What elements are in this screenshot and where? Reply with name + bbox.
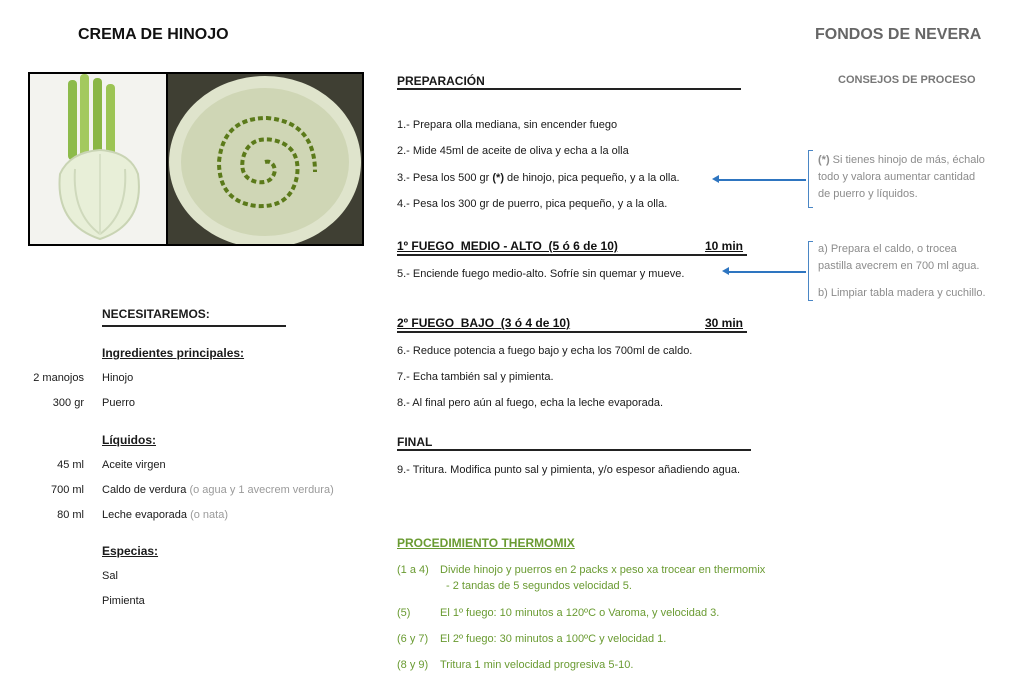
preparation-heading: PREPARACIÓN (397, 74, 485, 88)
ingredient-qty: 2 manojos (33, 372, 84, 384)
thermomix-ref: (1 a 4) (397, 564, 429, 576)
fuego2-rule (397, 331, 747, 333)
recipe-title: CREMA DE HINOJO (78, 26, 229, 43)
ingredient-name: Aceite virgen (102, 459, 166, 471)
ingredient-entry (102, 484, 334, 496)
final-rule (397, 449, 751, 451)
fuego1-time: 10 min (705, 239, 744, 253)
ingredient-name: Puerro (102, 397, 136, 409)
tip2-a-line1: a) Prepara el caldo, o trocea (818, 243, 957, 255)
group-label-liquids: Líquidos: (102, 433, 156, 447)
ingredient-qty: 80 ml (57, 509, 84, 521)
thermomix-ref: (6 y 7) (397, 633, 429, 645)
ingredient-qty: 700 ml (50, 484, 84, 496)
step-2: 2.- Mide 45ml de aceite de oliva y echa a la olla (397, 145, 629, 157)
tip1-mark: (*) (818, 154, 830, 166)
step-3-text: 3.- Pesa los 500 gr (397, 172, 493, 184)
tips-heading: CONSEJOS DE PROCESO (838, 74, 976, 86)
thermomix-text: Divide hinojo y puerros en 2 packs x peso xa trocear en thermomix (440, 564, 766, 576)
tip1-text: Si tienes hinojo de más, échalo (829, 154, 985, 166)
ingredients-heading: NECESITAREMOS: (102, 307, 210, 321)
tip1-line2: todo y valora aumentar cantidad (818, 171, 976, 183)
step-4: 4.- Pesa los 300 gr de puerro, pica pequeño, y a la olla. (397, 198, 668, 210)
fuego1-rule (397, 254, 747, 256)
tip1-line3: de puerro y líquidos. (818, 188, 918, 200)
thermomix-heading: PROCEDIMIENTO THERMOMIX (397, 536, 575, 550)
ingredient-qty: 300 gr (52, 397, 84, 409)
tip1-line1 (818, 152, 985, 169)
step-7: 7.- Echa también sal y pimienta. (397, 371, 554, 383)
step-8: 8.- Al final pero aún al fuego, echa la leche evaporada. (397, 397, 664, 409)
ingredient-name: Pimienta (102, 595, 145, 607)
hero-image-frame (28, 72, 364, 246)
ingredient-entry (102, 509, 228, 521)
tip1-bracket (808, 150, 813, 208)
tip2-a-line2: pastilla avecrem en 700 ml agua. (818, 260, 980, 272)
arrow-left-icon (718, 179, 806, 181)
ingredient-qty: 45 ml (57, 459, 84, 471)
tip2-b: b) Limpiar tabla madera y cuchillo. (818, 287, 986, 299)
ingredient-note: (o agua y 1 avecrem verdura) (189, 484, 334, 496)
ingredient-name: Sal (102, 570, 118, 582)
fuego2-time: 30 min (705, 316, 744, 330)
thermomix-text: El 1º fuego: 10 minutos a 120ºC o Varoma, y velocidad 3. (440, 607, 720, 619)
ingredient-name: Leche evaporada (102, 509, 188, 521)
fuego1-heading: 1º FUEGO MEDIO - ALTO (5 ó 6 de 10) (397, 239, 618, 253)
ingredient-name: Caldo de verdura (102, 484, 187, 496)
ingredient-name: Hinojo (102, 372, 134, 384)
thermomix-text: Tritura 1 min velocidad progresiva 5-10. (440, 659, 634, 671)
final-heading: FINAL (397, 435, 433, 449)
step-5: 5.- Enciende fuego medio-alto. Sofríe sin quemar y mueve. (397, 268, 685, 280)
recipe-category: FONDOS DE NEVERA (815, 26, 982, 43)
tip2-bracket (808, 241, 813, 301)
fennel-soup-image (168, 74, 362, 244)
thermomix-text-2: - 2 tandas de 5 segundos velocidad 5. (446, 580, 632, 592)
thermomix-text: El 2º fuego: 30 minutos a 100ºC y velocidad 1. (440, 633, 667, 645)
thermomix-ref: (8 y 9) (397, 659, 429, 671)
thermomix-ref: (5) (397, 607, 411, 619)
group-label-spices: Especias: (102, 544, 159, 558)
ingredients-heading-rule (102, 325, 286, 327)
ingredient-note: (o nata) (190, 509, 228, 521)
fuego2-heading: 2º FUEGO BAJO (3 ó 4 de 10) (397, 316, 571, 330)
step-3-mark: (*) (492, 172, 504, 184)
step-9: 9.- Tritura. Modifica punto sal y pimienta, y/o espesor añadiendo agua. (397, 464, 741, 476)
step-3-text-end: de hinojo, pica pequeño, y a la olla. (504, 172, 680, 184)
fennel-bulb-image (30, 74, 166, 244)
group-label-main: Ingredientes principales: (102, 346, 245, 360)
preparation-heading-rule (397, 88, 741, 90)
arrow-left-icon (728, 271, 806, 273)
step-6: 6.- Reduce potencia a fuego bajo y echa los 700ml de caldo. (397, 345, 693, 357)
step-1: 1.- Prepara olla mediana, sin encender fuego (397, 119, 618, 131)
step-3 (397, 172, 680, 184)
